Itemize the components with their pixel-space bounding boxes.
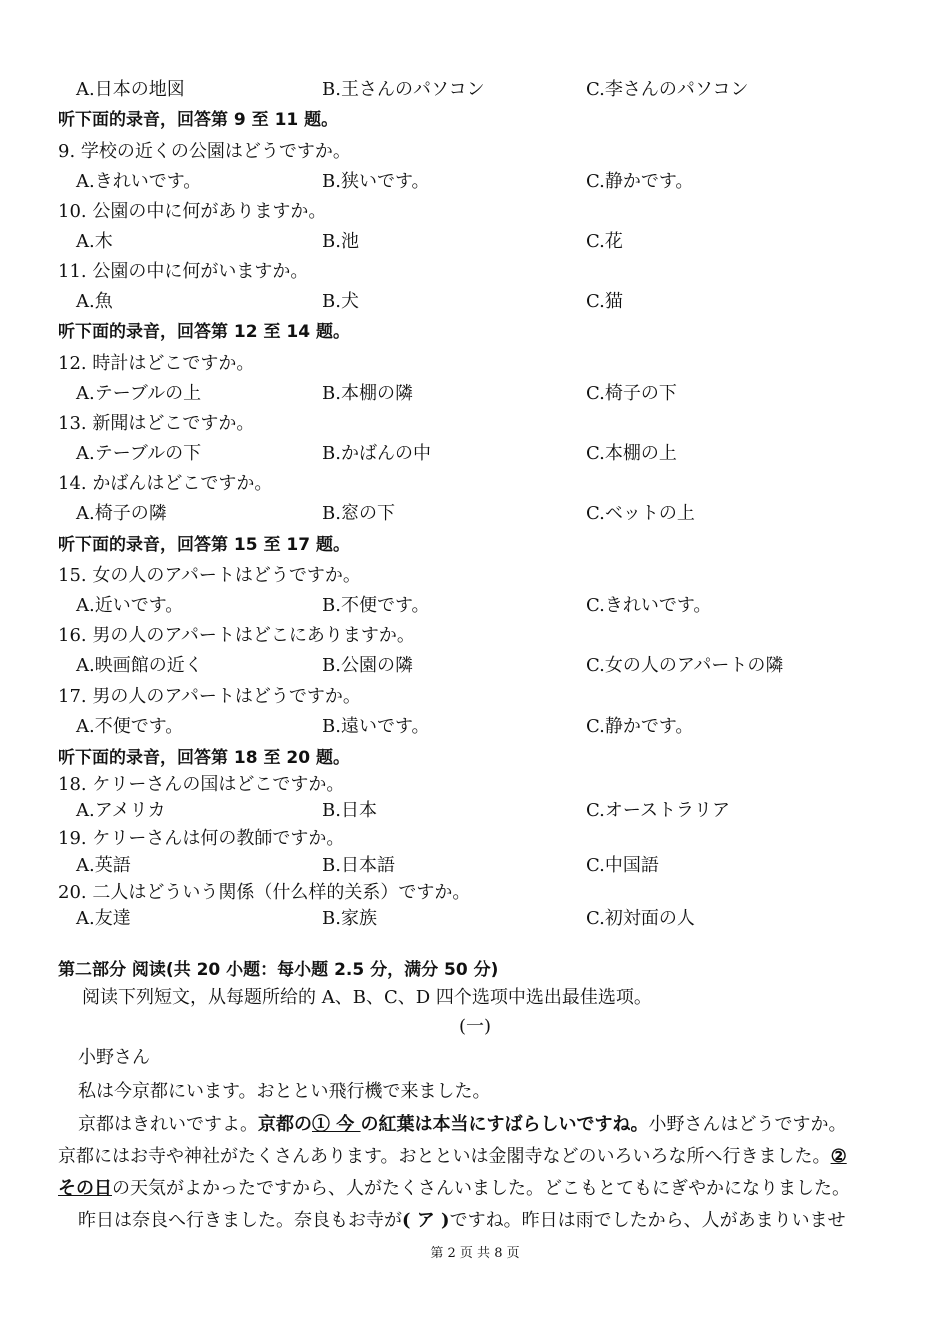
underlined-marker-1: ① 今 (312, 1114, 361, 1135)
letter-paragraph-2-line-2 (58, 1141, 898, 1173)
option-c: C.静かです。 (586, 716, 694, 737)
option-b: B.王さんのパソコン (322, 79, 485, 100)
section-heading-15-17: 听下面的录音，回答第 15 至 17 题。 (58, 535, 350, 555)
question-18-options (0, 797, 950, 825)
option-b: B.池 (322, 231, 359, 252)
section-heading-18-20: 听下面的录音，回答第 18 至 20 题。 (58, 748, 350, 768)
text-segment: の天気がよかったですから、人がたくさんいました。どこもとてもにぎやかになりました。 (112, 1178, 850, 1199)
option-c: C.静かです。 (586, 171, 694, 192)
option-b: B.家族 (322, 908, 377, 929)
question-16-options (0, 652, 950, 680)
part2-instruction: 阅读下列短文，从每题所给的 A、B、C、D 四个选项中选出最佳选项。 (82, 987, 652, 1008)
option-b: B.日本 (322, 800, 377, 821)
question-10-options (0, 228, 950, 256)
option-c: C.本棚の上 (586, 443, 677, 464)
question-17-options (0, 713, 950, 741)
option-a: A.きれいです。 (76, 171, 202, 192)
question-13-options (0, 440, 950, 468)
underlined-phrase: その日 (58, 1178, 112, 1199)
option-a: A.椅子の隣 (76, 503, 167, 524)
option-c: C.オーストラリア (586, 800, 730, 821)
option-b: B.遠いです。 (322, 716, 430, 737)
option-c: C.ベットの上 (586, 503, 695, 524)
question-19-options (0, 852, 950, 880)
option-a: A.テーブルの上 (76, 383, 202, 404)
question-18: 18. ケリーさんの国はどこですか。 (58, 774, 345, 795)
question-16: 16. 男の人のアパートはどこにありますか。 (58, 625, 415, 646)
option-c: C.きれいです。 (586, 595, 712, 616)
letter-salutation: 小野さん (78, 1047, 150, 1068)
option-a: A.映画館の近く (76, 655, 203, 676)
option-b: B.日本語 (322, 855, 395, 876)
text-segment: 京都はきれいですよ。 (78, 1114, 258, 1135)
text-segment-bold: の紅葉は本当にすばらしいですね。 (360, 1114, 649, 1135)
option-b: B.不便です。 (322, 595, 430, 616)
question-11-options (0, 288, 950, 316)
option-a: A.日本の地図 (76, 79, 185, 100)
option-c: C.李さんのパソコン (586, 79, 749, 100)
section-heading-9-11: 听下面的录音，回答第 9 至 11 题。 (58, 110, 339, 130)
option-c: C.女の人のアパートの隣 (586, 655, 784, 676)
text-segment: 京都にはお寺や神社がたくさんあります。おとといは金閣寺などのいろいろな所へ行きました。 (58, 1146, 831, 1167)
question-10: 10. 公園の中に何がありますか。 (58, 201, 327, 222)
question-13: 13. 新聞はどこですか。 (58, 413, 255, 434)
text-segment: 昨日は奈良へ行きました。奈良もお寺が (78, 1210, 402, 1231)
letter-paragraph-3 (78, 1205, 918, 1237)
underlined-marker-2: ② (830, 1146, 847, 1167)
text-segment: 小野さんはどうですか。 (648, 1114, 847, 1135)
q8-options-row (0, 76, 950, 104)
letter-paragraph-1: 私は今京都にいます。おととい飛行機で来ました。 (78, 1081, 491, 1102)
question-12-options (0, 380, 950, 408)
option-b: B.かばんの中 (322, 443, 431, 464)
letter-paragraph-2-line-3 (58, 1173, 898, 1205)
question-9: 9. 学校の近くの公園はどうですか。 (58, 141, 351, 162)
letter-paragraph-2-line-1 (78, 1109, 918, 1141)
option-a: A.木 (76, 231, 113, 252)
option-a: A.友達 (76, 908, 131, 929)
passage-number: (一) (458, 1016, 492, 1037)
option-c: C.花 (586, 231, 623, 252)
question-15: 15. 女の人のアパートはどうですか。 (58, 565, 361, 586)
question-19: 19. ケリーさんは何の教師ですか。 (58, 828, 345, 849)
option-b: B.窓の下 (322, 503, 395, 524)
question-14-options (0, 500, 950, 528)
text-segment-bold: 京都の (258, 1114, 312, 1135)
option-c: C.中国語 (586, 855, 659, 876)
option-a: A.魚 (76, 291, 113, 312)
option-a: A.英語 (76, 855, 131, 876)
option-b: B.犬 (322, 291, 359, 312)
option-a: A.近いです。 (76, 595, 184, 616)
option-b: B.本棚の隣 (322, 383, 413, 404)
option-c: C.初対面の人 (586, 908, 695, 929)
question-20-options (0, 905, 950, 933)
question-17: 17. 男の人のアパートはどうですか。 (58, 686, 361, 707)
option-b: B.狭いです。 (322, 171, 430, 192)
page-footer: 第 2 页 共 8 页 (430, 1246, 520, 1261)
question-9-options (0, 168, 950, 196)
question-11: 11. 公園の中に何がいますか。 (58, 261, 309, 282)
option-a: A.不便です。 (76, 716, 184, 737)
section-heading-12-14: 听下面的录音，回答第 12 至 14 题。 (58, 322, 350, 342)
option-c: C.猫 (586, 291, 623, 312)
option-b: B.公園の隣 (322, 655, 413, 676)
option-c: C.椅子の下 (586, 383, 677, 404)
question-20: 20. 二人はどういう関係（什么样的关系）ですか。 (58, 882, 471, 903)
question-12: 12. 時計はどこですか。 (58, 353, 255, 374)
option-a: A.テーブルの下 (76, 443, 202, 464)
text-segment: ですね。昨日は雨でしたから、人があまりいませ (449, 1210, 846, 1231)
option-a: A.アメリカ (76, 800, 166, 821)
question-14: 14. かばんはどこですか。 (58, 473, 273, 494)
question-15-options (0, 592, 950, 620)
blank-a: ( ア ) (402, 1210, 450, 1231)
part2-title: 第二部分 阅读(共 20 小题：每小题 2.5 分，满分 50 分) (58, 960, 499, 980)
